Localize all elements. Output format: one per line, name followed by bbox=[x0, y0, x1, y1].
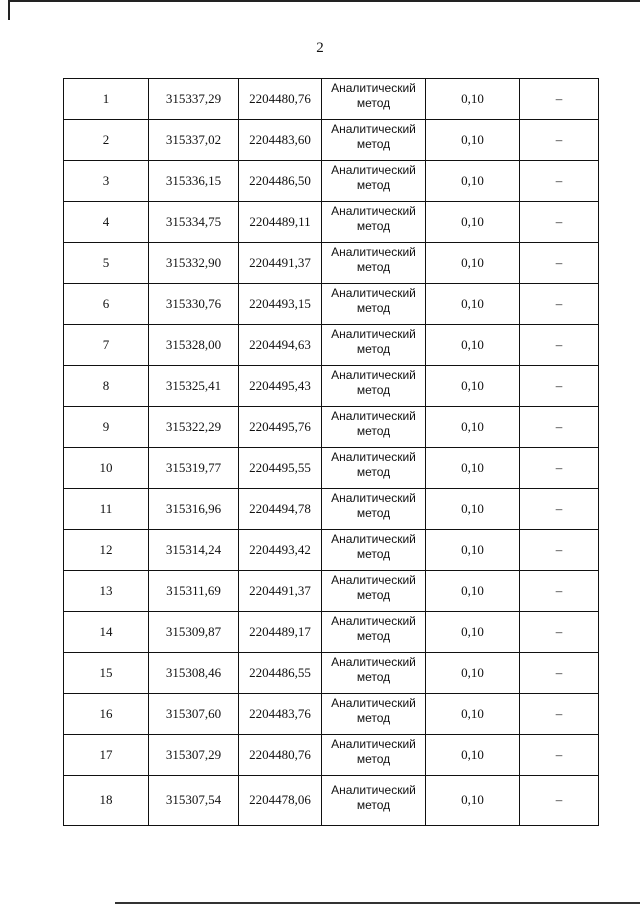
method-label-line1: Аналитический bbox=[331, 122, 416, 136]
precision-cell: 0,10 bbox=[426, 366, 520, 407]
method-cell bbox=[322, 776, 426, 826]
y-coordinate-cell: 2204486,55 bbox=[239, 653, 322, 694]
dash-cell: – bbox=[520, 161, 599, 202]
dash-cell: – bbox=[520, 325, 599, 366]
precision-cell: 0,10 bbox=[426, 79, 520, 120]
point-number-cell: 7 bbox=[64, 325, 149, 366]
coordinates-table-body bbox=[64, 79, 599, 826]
method-label-line2: метод bbox=[356, 797, 391, 812]
y-coordinate-cell: 2204483,60 bbox=[239, 120, 322, 161]
method-label-line2: метод bbox=[356, 629, 391, 643]
x-coordinate-cell: 315334,75 bbox=[149, 202, 239, 243]
method-cell bbox=[322, 366, 426, 407]
table-row bbox=[64, 653, 599, 694]
y-coordinate-cell: 2204494,63 bbox=[239, 325, 322, 366]
precision-cell: 0,10 bbox=[426, 284, 520, 325]
x-coordinate-cell: 315319,77 bbox=[149, 448, 239, 489]
point-number-cell: 15 bbox=[64, 653, 149, 694]
dash-cell: – bbox=[520, 694, 599, 735]
method-cell bbox=[322, 571, 426, 612]
method-label-line1: Аналитический bbox=[331, 782, 416, 797]
point-number-cell: 18 bbox=[64, 776, 149, 826]
dash-cell: – bbox=[520, 79, 599, 120]
point-number-cell: 9 bbox=[64, 407, 149, 448]
x-coordinate-cell: 315311,69 bbox=[149, 571, 239, 612]
y-coordinate-cell: 2204494,78 bbox=[239, 489, 322, 530]
table-row bbox=[64, 284, 599, 325]
y-coordinate-cell: 2204493,15 bbox=[239, 284, 322, 325]
coordinates-table bbox=[63, 78, 599, 826]
method-label-line1: Аналитический bbox=[331, 81, 416, 95]
point-number-cell: 6 bbox=[64, 284, 149, 325]
dash-cell: – bbox=[520, 530, 599, 571]
method-label-line1: Аналитический bbox=[331, 655, 416, 669]
page-number: 2 bbox=[316, 40, 324, 56]
method-label-line2: метод bbox=[356, 301, 391, 315]
point-number-cell: 2 bbox=[64, 120, 149, 161]
y-coordinate-cell: 2204495,76 bbox=[239, 407, 322, 448]
table-row bbox=[64, 612, 599, 653]
table-row bbox=[64, 735, 599, 776]
method-label-line1: Аналитический bbox=[331, 696, 416, 710]
x-coordinate-cell: 315308,46 bbox=[149, 653, 239, 694]
x-coordinate-cell: 315309,87 bbox=[149, 612, 239, 653]
dash-cell: – bbox=[520, 653, 599, 694]
method-cell bbox=[322, 120, 426, 161]
precision-cell: 0,10 bbox=[426, 735, 520, 776]
table-row bbox=[64, 161, 599, 202]
method-label-line2: метод bbox=[356, 424, 391, 438]
point-number-cell: 16 bbox=[64, 694, 149, 735]
y-coordinate-cell: 2204480,76 bbox=[239, 735, 322, 776]
y-coordinate-cell: 2204480,76 bbox=[239, 79, 322, 120]
x-coordinate-cell: 315336,15 bbox=[149, 161, 239, 202]
point-number-cell: 10 bbox=[64, 448, 149, 489]
precision-cell: 0,10 bbox=[426, 612, 520, 653]
y-coordinate-cell: 2204495,43 bbox=[239, 366, 322, 407]
table-row bbox=[64, 79, 599, 120]
method-label-line2: метод bbox=[356, 752, 391, 766]
table-row bbox=[64, 202, 599, 243]
method-label-line1: Аналитический bbox=[331, 204, 416, 218]
method-label-line2: метод bbox=[356, 137, 391, 151]
precision-cell: 0,10 bbox=[426, 161, 520, 202]
method-cell bbox=[322, 161, 426, 202]
point-number-cell: 1 bbox=[64, 79, 149, 120]
precision-cell: 0,10 bbox=[426, 325, 520, 366]
method-label-line2: метод bbox=[356, 506, 391, 520]
method-label-line2: метод bbox=[356, 260, 391, 274]
point-number-cell: 3 bbox=[64, 161, 149, 202]
precision-cell: 0,10 bbox=[426, 202, 520, 243]
dash-cell: – bbox=[520, 612, 599, 653]
page-left-border bbox=[8, 0, 10, 20]
method-cell bbox=[322, 448, 426, 489]
method-cell bbox=[322, 243, 426, 284]
x-coordinate-cell: 315307,54 bbox=[149, 776, 239, 826]
table-row bbox=[64, 407, 599, 448]
point-number-cell: 11 bbox=[64, 489, 149, 530]
y-coordinate-cell: 2204491,37 bbox=[239, 243, 322, 284]
y-coordinate-cell: 2204478,06 bbox=[239, 776, 322, 826]
method-label-line1: Аналитический bbox=[331, 450, 416, 464]
y-coordinate-cell: 2204483,76 bbox=[239, 694, 322, 735]
x-coordinate-cell: 315314,24 bbox=[149, 530, 239, 571]
page-top-border bbox=[8, 0, 640, 2]
dash-cell: – bbox=[520, 776, 599, 826]
y-coordinate-cell: 2204486,50 bbox=[239, 161, 322, 202]
table-row bbox=[64, 530, 599, 571]
method-cell bbox=[322, 202, 426, 243]
method-cell bbox=[322, 530, 426, 571]
table-row bbox=[64, 448, 599, 489]
x-coordinate-cell: 315322,29 bbox=[149, 407, 239, 448]
y-coordinate-cell: 2204489,17 bbox=[239, 612, 322, 653]
table-row bbox=[64, 243, 599, 284]
method-label-line2: метод bbox=[356, 219, 391, 233]
x-coordinate-cell: 315307,29 bbox=[149, 735, 239, 776]
method-cell bbox=[322, 694, 426, 735]
table-row bbox=[64, 325, 599, 366]
table-row bbox=[64, 120, 599, 161]
precision-cell: 0,10 bbox=[426, 694, 520, 735]
method-label-line2: метод bbox=[356, 383, 391, 397]
method-label-line1: Аналитический bbox=[331, 327, 416, 341]
table-row bbox=[64, 571, 599, 612]
precision-cell: 0,10 bbox=[426, 653, 520, 694]
x-coordinate-cell: 315337,29 bbox=[149, 79, 239, 120]
table-row bbox=[64, 776, 599, 826]
precision-cell: 0,10 bbox=[426, 243, 520, 284]
y-coordinate-cell: 2204491,37 bbox=[239, 571, 322, 612]
dash-cell: – bbox=[520, 448, 599, 489]
precision-cell: 0,10 bbox=[426, 407, 520, 448]
method-label-line1: Аналитический bbox=[331, 286, 416, 300]
point-number-cell: 17 bbox=[64, 735, 149, 776]
table-row bbox=[64, 366, 599, 407]
x-coordinate-cell: 315325,41 bbox=[149, 366, 239, 407]
method-label-line2: метод bbox=[356, 96, 391, 110]
method-label-line2: метод bbox=[356, 178, 391, 192]
point-number-cell: 8 bbox=[64, 366, 149, 407]
page-bottom-border bbox=[115, 902, 640, 904]
point-number-cell: 13 bbox=[64, 571, 149, 612]
dash-cell: – bbox=[520, 284, 599, 325]
method-label-line2: метод bbox=[356, 670, 391, 684]
method-cell bbox=[322, 653, 426, 694]
precision-cell: 0,10 bbox=[426, 489, 520, 530]
method-label-line1: Аналитический bbox=[331, 368, 416, 382]
x-coordinate-cell: 315332,90 bbox=[149, 243, 239, 284]
y-coordinate-cell: 2204489,11 bbox=[239, 202, 322, 243]
y-coordinate-cell: 2204493,42 bbox=[239, 530, 322, 571]
point-number-cell: 5 bbox=[64, 243, 149, 284]
method-label-line1: Аналитический bbox=[331, 532, 416, 546]
y-coordinate-cell: 2204495,55 bbox=[239, 448, 322, 489]
precision-cell: 0,10 bbox=[426, 530, 520, 571]
x-coordinate-cell: 315316,96 bbox=[149, 489, 239, 530]
x-coordinate-cell: 315337,02 bbox=[149, 120, 239, 161]
table-row bbox=[64, 694, 599, 735]
method-cell bbox=[322, 407, 426, 448]
method-cell bbox=[322, 325, 426, 366]
dash-cell: – bbox=[520, 489, 599, 530]
method-label-line1: Аналитический bbox=[331, 491, 416, 505]
precision-cell: 0,10 bbox=[426, 120, 520, 161]
method-label-line2: метод bbox=[356, 342, 391, 356]
method-cell bbox=[322, 489, 426, 530]
dash-cell: – bbox=[520, 571, 599, 612]
method-label-line1: Аналитический bbox=[331, 614, 416, 628]
method-label-line2: метод bbox=[356, 547, 391, 561]
precision-cell: 0,10 bbox=[426, 448, 520, 489]
x-coordinate-cell: 315328,00 bbox=[149, 325, 239, 366]
method-cell bbox=[322, 284, 426, 325]
point-number-cell: 14 bbox=[64, 612, 149, 653]
method-label-line1: Аналитический bbox=[331, 737, 416, 751]
dash-cell: – bbox=[520, 243, 599, 284]
point-number-cell: 4 bbox=[64, 202, 149, 243]
method-label-line1: Аналитический bbox=[331, 245, 416, 259]
dash-cell: – bbox=[520, 735, 599, 776]
table-row bbox=[64, 489, 599, 530]
dash-cell: – bbox=[520, 202, 599, 243]
method-cell bbox=[322, 612, 426, 653]
dash-cell: – bbox=[520, 120, 599, 161]
method-cell bbox=[322, 79, 426, 120]
precision-cell: 0,10 bbox=[426, 571, 520, 612]
method-label-line1: Аналитический bbox=[331, 163, 416, 177]
method-label-line2: метод bbox=[356, 711, 391, 725]
precision-cell: 0,10 bbox=[426, 776, 520, 826]
method-label-line2: метод bbox=[356, 465, 391, 479]
method-label-line2: метод bbox=[356, 588, 391, 602]
dash-cell: – bbox=[520, 407, 599, 448]
method-cell bbox=[322, 735, 426, 776]
method-label-line1: Аналитический bbox=[331, 409, 416, 423]
method-label-line1: Аналитический bbox=[331, 573, 416, 587]
x-coordinate-cell: 315307,60 bbox=[149, 694, 239, 735]
x-coordinate-cell: 315330,76 bbox=[149, 284, 239, 325]
dash-cell: – bbox=[520, 366, 599, 407]
point-number-cell: 12 bbox=[64, 530, 149, 571]
